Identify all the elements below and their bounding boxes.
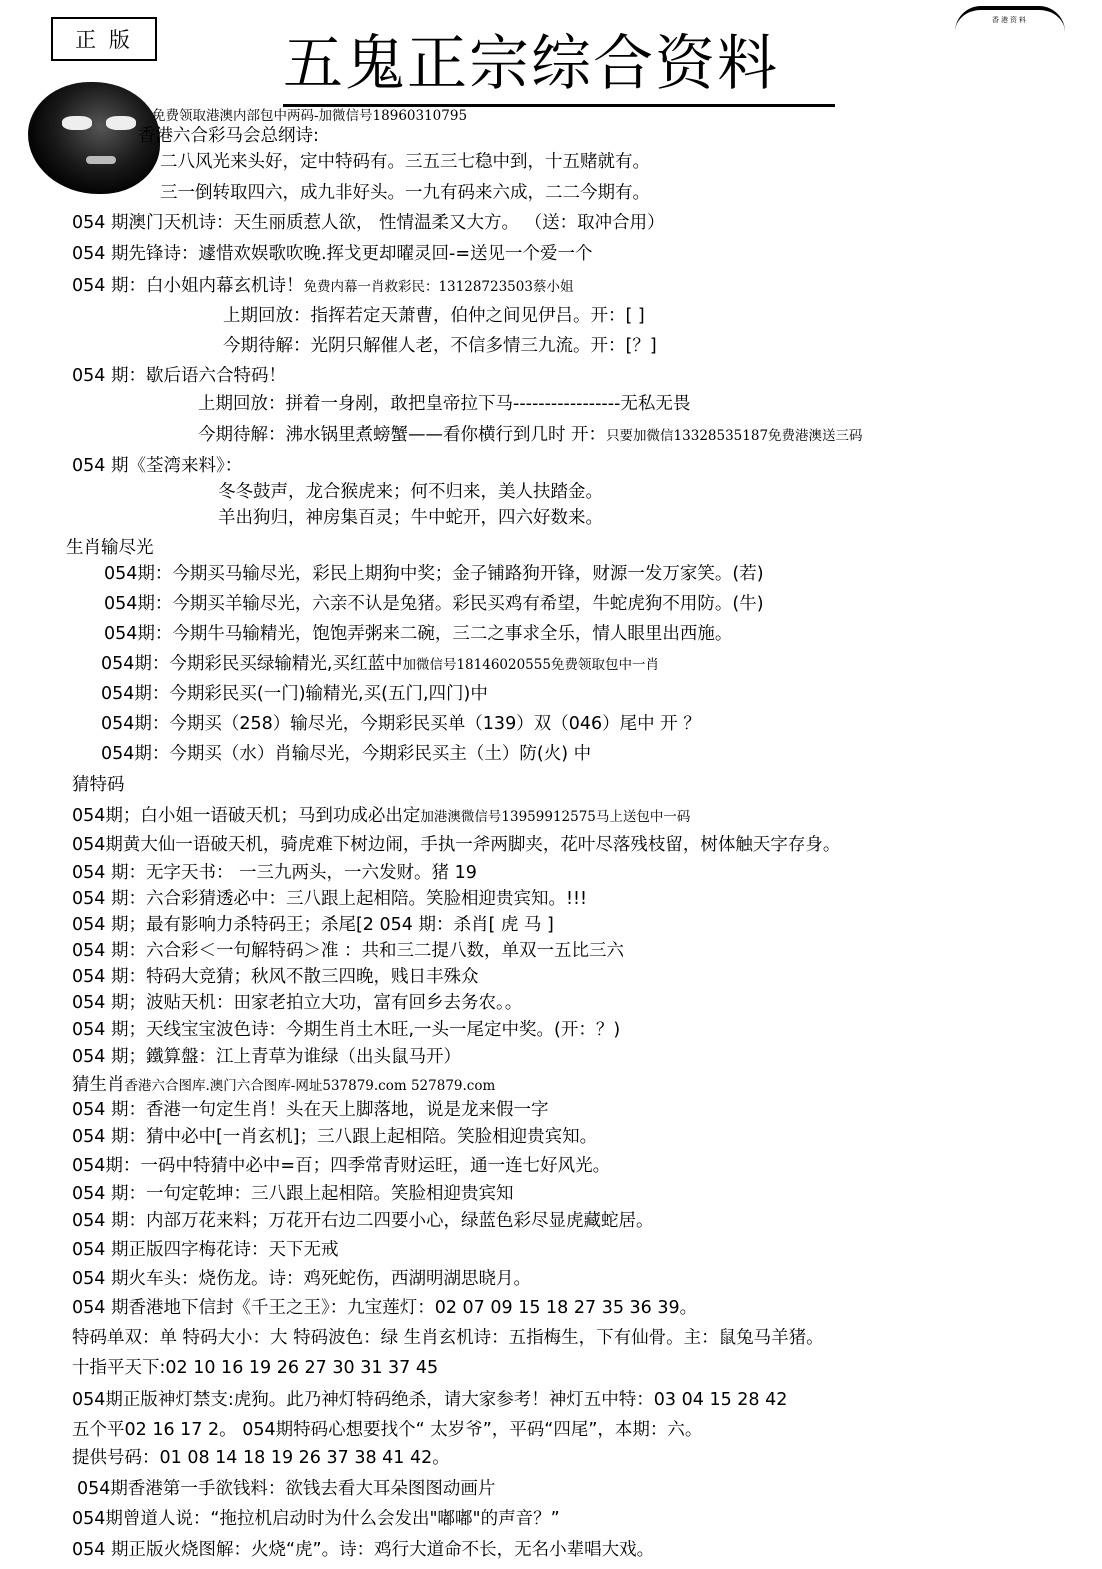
line-text: 054期：一码中特猜中必中=百；四季常青财运旺，通一连七好风光。 <box>72 1156 611 1176</box>
text-line <box>104 562 764 586</box>
text-line <box>72 773 125 797</box>
line-text: 054期：今期牛马输精光，饱饱弄粥来二碗，三二之事求全乐，情人眼里出西施。 <box>104 624 733 644</box>
text-line <box>72 1326 824 1350</box>
line-text: 特码单双：单 特码大小：大 特码波色：绿 生肖玄机诗：五指梅生，下有仙骨。主：鼠兔马羊猪。 <box>72 1328 824 1348</box>
line-text: 054期：今期买羊输尽光，六亲不认是兔猪。彩民买鸡有希望，牛蛇虎狗不用防。(牛) <box>104 594 764 614</box>
text-line <box>72 1098 548 1122</box>
text-line <box>72 1446 450 1470</box>
inline-ad-text: 只要加微信13328535187免费港澳送三码 <box>606 428 863 444</box>
line-text: 054 期澳门天机诗：天生丽质惹人欲， 性情温柔又大方。 （送：取冲合用） <box>72 213 665 233</box>
edition-badge: 正 版 <box>51 17 157 61</box>
line-text: 054期正版神灯禁支:虎狗。此乃神灯特码绝杀，请大家参考！神灯五中特：03 04 15 28 42 <box>72 1390 788 1410</box>
line-text: 054 期正版四字梅花诗：天下无戒 <box>72 1240 339 1260</box>
text-line <box>104 592 764 616</box>
text-line <box>72 1073 495 1097</box>
text-line <box>72 1418 702 1442</box>
line-text: 054 期：内部万花来料；万花开右边二四要小心，绿蓝色彩尽显虎藏蛇居。 <box>72 1211 654 1231</box>
text-line <box>72 1154 610 1178</box>
line-text: 054 期：歇后语六合特码！ <box>72 366 286 386</box>
line-text: 猜生肖 <box>72 1075 125 1095</box>
line-text: 054 期；天线宝宝波色诗：今期生肖土木旺,一头一尾定中奖。(开：？) <box>72 1020 621 1040</box>
line-text: 054期：今期买（258）输尽光，今期彩民买单（139）双（046）尾中 开 ？ <box>101 714 701 734</box>
text-line <box>72 1125 597 1149</box>
line-text: 054期黄大仙一语破天机，骑虎难下树边闹，手执一斧两脚夹，花叶尽落残枝留，树体触天字存身。 <box>72 835 841 855</box>
text-line <box>72 1209 653 1233</box>
line-text: 054期：今期买马输尽光，彩民上期狗中奖；金子铺路狗开锋，财源一发万家笑。(若) <box>104 564 764 584</box>
line-text: 054 期：六合彩＜一句解特码＞准 ：共和三二提八数，单双一五比三六 <box>72 941 625 961</box>
line-text: 054 期：白小姐内幕玄机诗！ <box>72 276 304 296</box>
line-text: 054 期：六合彩猜透必中：三八跟上起相陪。笑脸相迎贵宾知。!!! <box>72 889 588 909</box>
line-text: 054 期香港地下信封《千王之王》：九宝莲灯：02 07 09 15 18 27 35 36 39。 <box>72 1298 698 1318</box>
line-text: 三一倒转取四六，成九非好头。一九有码来六成，二二今期有。 <box>160 183 650 203</box>
page-title: 五鬼正宗综合资料 <box>283 28 835 107</box>
line-text: 冬冬鼓声，龙合猴虎来；何不归来，美人扶踏金。 <box>218 482 603 502</box>
text-line <box>72 887 587 911</box>
text-line <box>72 861 477 885</box>
text-line <box>72 1388 787 1412</box>
text-line <box>72 1356 438 1380</box>
text-line <box>72 1045 461 1069</box>
line-text: 054 期火车头：烧伤龙。诗：鸡死蛇伤，西湖明湖思晓月。 <box>72 1269 531 1289</box>
line-text: 免费领取港澳内部包中两码-加微信号18960310795 <box>152 108 468 124</box>
text-line <box>66 536 154 560</box>
line-text: 054期：今期买（水）肖输尽光，今期彩民买主（土）防(火) 中 <box>101 744 592 764</box>
text-line <box>72 913 554 937</box>
seal-stamp: 香港资料 <box>955 6 1065 32</box>
line-text: 054 期：香港一句定生肖！头在天上脚落地，说是龙来假一字 <box>72 1100 549 1120</box>
text-line <box>160 181 650 205</box>
text-line <box>72 454 242 478</box>
line-text: 054期香港第一手欲钱料：欲钱去看大耳朵图图动画片 <box>77 1479 496 1499</box>
text-line <box>198 423 863 447</box>
line-text: 羊出狗归，神房集百灵；牛中蛇开，四六好数来。 <box>218 508 603 528</box>
text-line <box>160 150 650 174</box>
text-line <box>72 965 478 989</box>
line-text: 054 期：无字天书： 一三九两头，一六发财。猪 19 <box>72 863 477 883</box>
text-line <box>218 480 603 504</box>
line-text: 香港六合彩马会总纲诗: <box>138 126 319 146</box>
line-text: 054期；白小姐一语破天机；马到功成必出定 <box>72 806 421 826</box>
text-line <box>72 939 624 963</box>
text-line <box>72 1182 513 1206</box>
text-line <box>223 304 645 328</box>
line-text: 054期曾道人说：“拖拉机启动时为什么会发出"嘟嘟"的声音？” <box>72 1509 560 1529</box>
text-line <box>101 712 701 736</box>
line-text: 五个平02 16 17 2。 054期特码心想要找个“ 太岁爷”，平码“四尾”，本期：六。 <box>72 1420 703 1440</box>
line-text: 十指平天下:02 10 16 19 26 27 30 31 37 45 <box>72 1358 439 1378</box>
text-line <box>72 1296 697 1320</box>
inline-ad-text: 加港澳微信号13959912575马上送包中一码 <box>420 809 691 825</box>
line-text: 猜特码 <box>72 775 125 795</box>
text-line <box>72 1507 560 1531</box>
text-line <box>72 991 522 1015</box>
text-line <box>72 833 840 857</box>
text-line <box>104 622 732 646</box>
text-line <box>72 211 665 235</box>
inline-ad-text: 免费内幕一肖救彩民：13128723503蔡小姐 <box>303 279 574 295</box>
line-text: 054 期；鐵算盤：江上青草为谁绿（出头鼠马开） <box>72 1047 461 1067</box>
text-line <box>101 682 488 706</box>
line-text: 054期：今期彩民买绿输精光,买红蓝中 <box>101 654 403 674</box>
text-line <box>72 1267 531 1291</box>
line-text: 今期待解：光阴只解催人老，不信多情三九流。开：[？] <box>223 336 657 356</box>
line-text: 生肖输尽光 <box>66 538 154 558</box>
line-text: 上期回放：拼着一身剐，敢把皇帝拉下马-----------------无私无畏 <box>198 394 691 414</box>
text-line <box>77 1477 495 1501</box>
text-line <box>72 274 573 298</box>
line-text: 054 期《荃湾来料》： <box>72 456 243 476</box>
text-line <box>223 334 657 358</box>
text-line <box>72 1538 654 1562</box>
line-text: 054 期；最有影响力杀特码王；杀尾[2 054 期：杀肖[ 虎 马 ] <box>72 915 554 935</box>
line-text: 054 期先锋诗：遽惜欢娱歌吹晚.挥戈更却曜灵回-=送见一个爱一个 <box>72 244 593 264</box>
line-text: 054 期：一句定乾坤：三八跟上起相陪。笑脸相迎贵宾知 <box>72 1184 514 1204</box>
line-text: 054 期；波贴天机：田家老拍立大功，富有回乡去务农。。 <box>72 993 523 1013</box>
line-text: 054期：今期彩民买(一门)输精光,买(五门,四门)中 <box>101 684 488 704</box>
text-line <box>218 506 603 530</box>
text-line <box>72 1238 338 1262</box>
text-line <box>198 392 690 416</box>
line-text: 提供号码：01 08 14 18 19 26 37 38 41 42。 <box>72 1448 450 1468</box>
text-line <box>101 742 591 766</box>
line-text: 今期待解：沸水锅里煮螃蟹——看你横行到几时 开： <box>198 425 607 445</box>
inline-ad-text: 加微信号18146020555免费领取包中一肖 <box>402 657 659 673</box>
line-text: 二八风光来头好，定中特码有。三五三七稳中到，十五赌就有。 <box>160 152 650 172</box>
text-line <box>72 242 593 266</box>
text-line <box>138 124 319 148</box>
line-text: 054 期正版火烧图解：火烧“虎”。诗：鸡行大道命不长，无名小辈唱大戏。 <box>72 1540 655 1560</box>
line-text: 上期回放：指挥若定天萧曹，伯仲之间见伊吕。开：[ ] <box>223 306 645 326</box>
text-line <box>72 804 690 828</box>
line-text: 054 期：猜中必中[一肖玄机]；三八跟上起相陪。笑脸相迎贵宾知。 <box>72 1127 598 1147</box>
text-line <box>101 652 659 676</box>
line-text: 054 期：特码大竞猜；秋风不散三四晚，贱日丰殊众 <box>72 967 479 987</box>
inline-ad-text: 香港六合图库.澳门六合图库-网址537879.com 527879.com <box>124 1078 496 1094</box>
text-line <box>72 1018 620 1042</box>
text-line <box>72 364 286 388</box>
